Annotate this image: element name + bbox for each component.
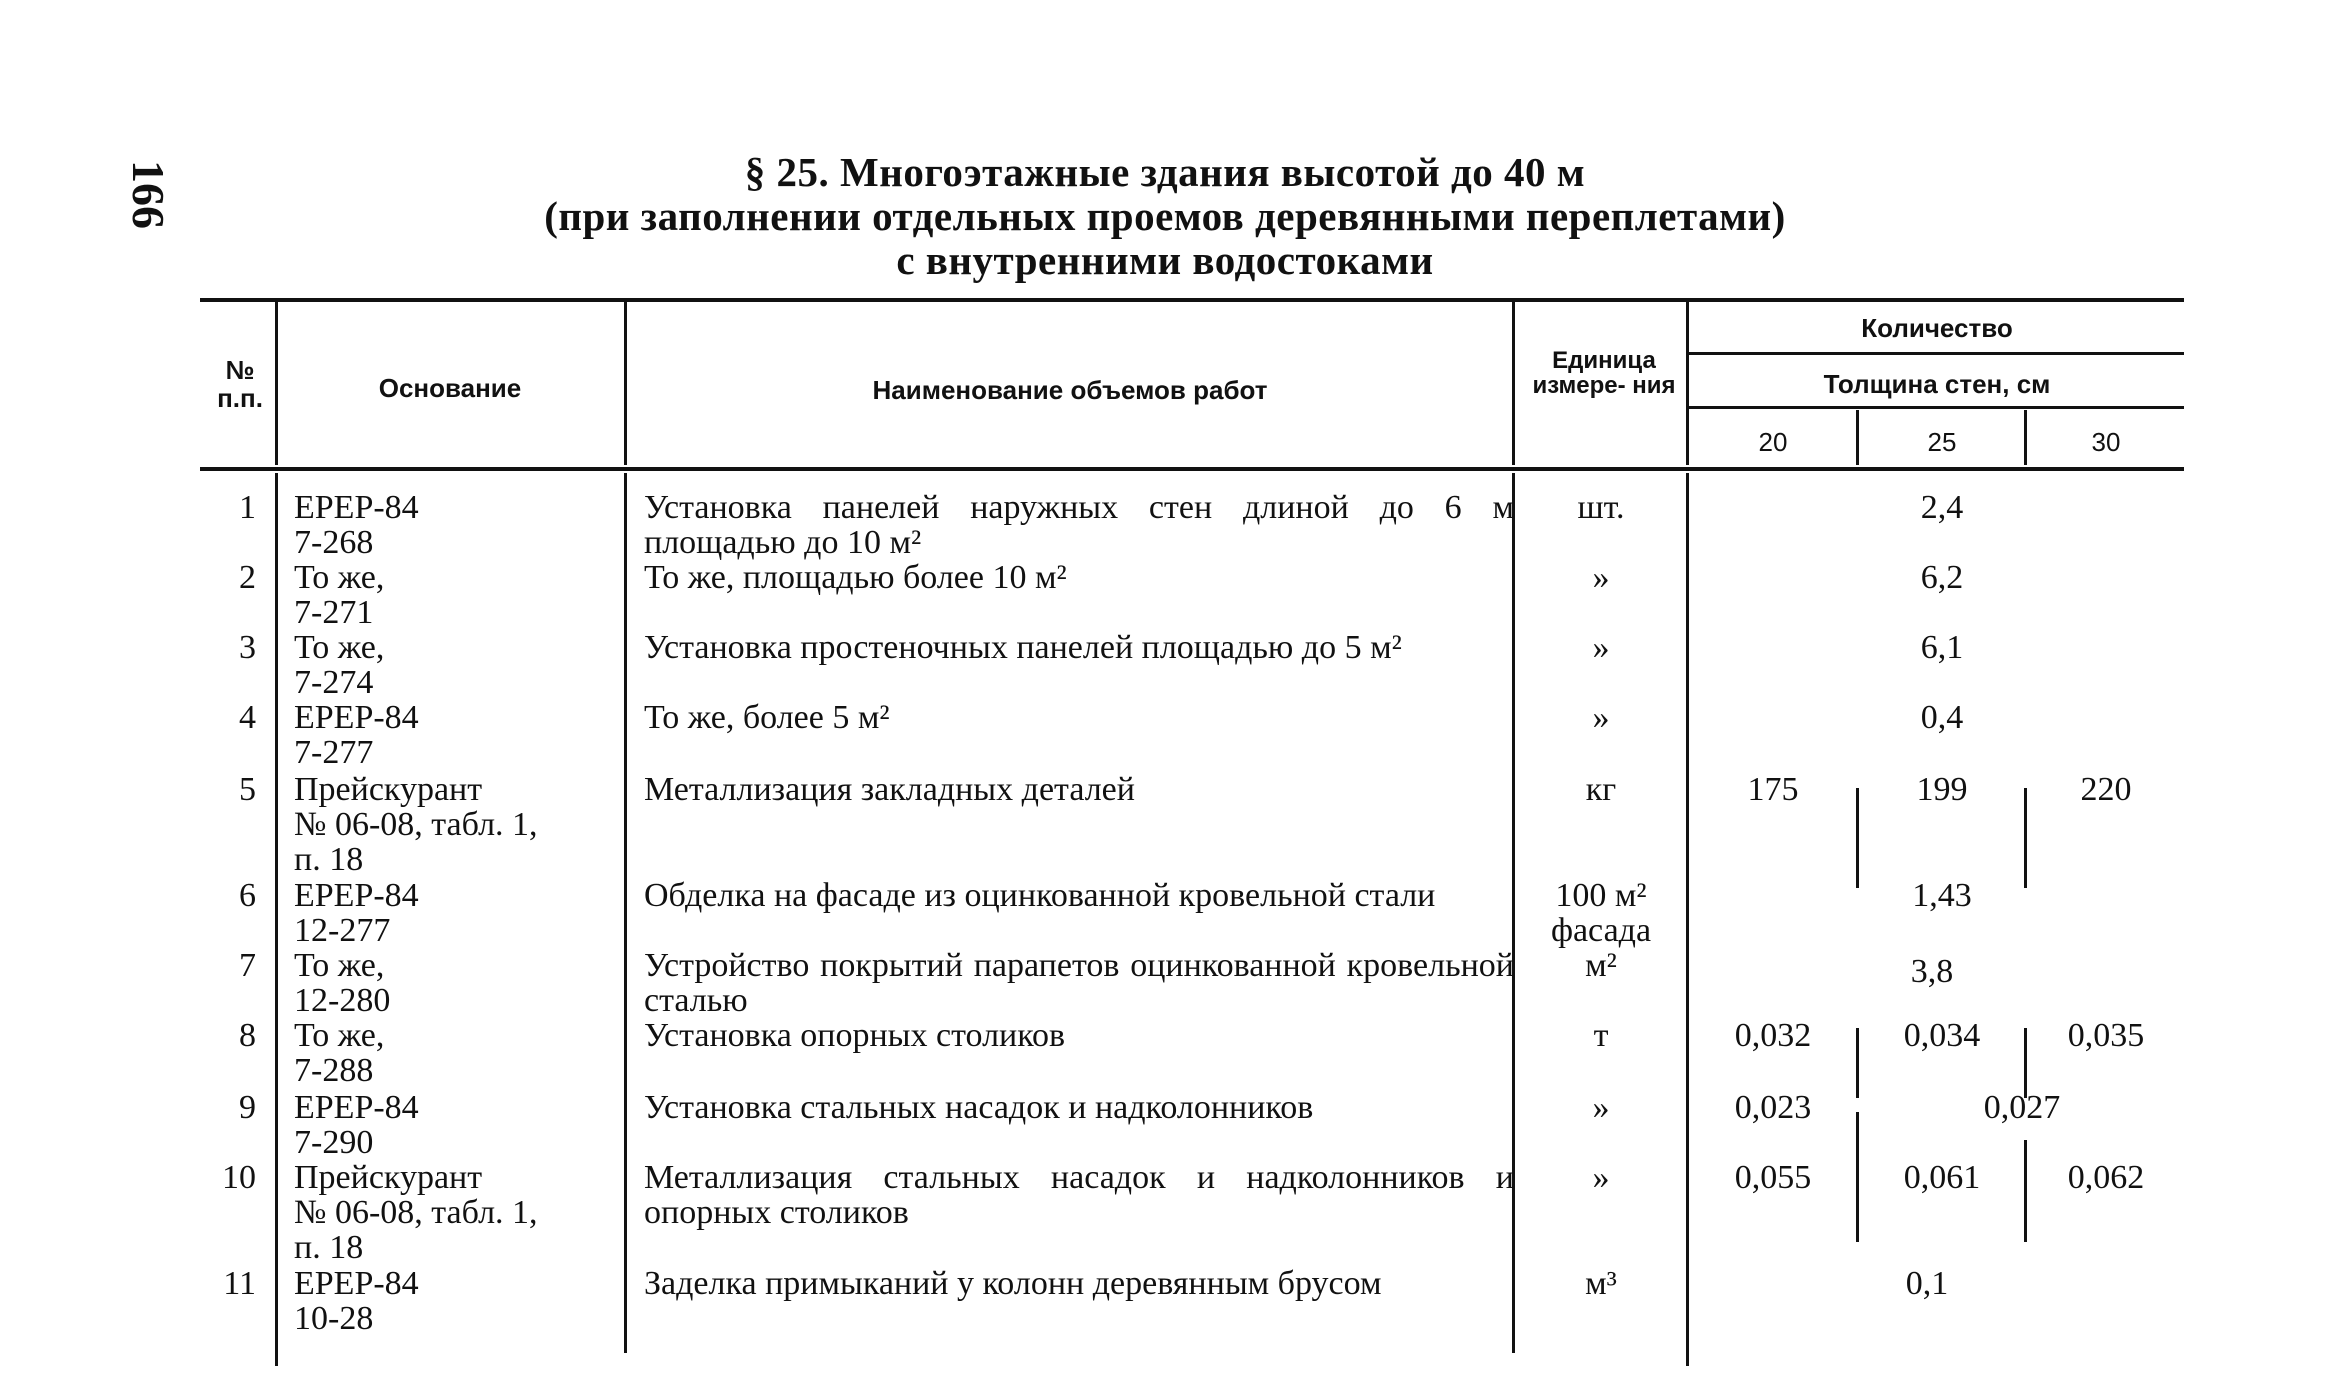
row-unit: » — [1592, 699, 1610, 736]
qty-sep — [2024, 1140, 2027, 1242]
row-unit: » — [1592, 1089, 1610, 1126]
row-num: 4 — [239, 699, 256, 736]
row-num: 2 — [239, 559, 256, 596]
row-qty-20: 0,055 — [1734, 1159, 1812, 1196]
col-divider-3 — [1512, 302, 1515, 465]
qty-sep — [1856, 1112, 1859, 1242]
row-name: Установка панелей наружных стен длиной до 6 м площадью до 10 м² — [644, 489, 1514, 561]
table-top-rule — [200, 298, 2184, 302]
row-unit: м² — [1585, 947, 1617, 984]
qty-sep — [1856, 788, 1859, 888]
header-name: Наименование объемов работ — [872, 375, 1268, 405]
header-bottom-rule — [200, 467, 2184, 471]
qty-sep — [2024, 788, 2027, 888]
header-thickness: Толщина стен, см — [1823, 369, 2051, 399]
row-name: Обделка на фасаде из оцинкованной кровельной стали — [644, 877, 1436, 914]
row-name: Металлизация стальных насадок и надколонников и опорных столиков — [644, 1159, 1514, 1231]
row-unit: » — [1592, 559, 1610, 596]
row-qty-30: 0,035 — [2067, 1017, 2145, 1054]
row-qty-30: 220 — [2080, 771, 2132, 808]
row-qty-25: 6,1 — [1920, 629, 1964, 666]
title-line-2: (при заполнении отдельных проемов деревянными переплетами) — [544, 193, 1786, 239]
col-divider-4 — [1686, 302, 1689, 465]
qty-sep — [2024, 1028, 2027, 1098]
row-num: 5 — [239, 771, 256, 808]
row-num: 1 — [239, 489, 256, 526]
row-name: Металлизация закладных деталей — [644, 771, 1135, 808]
row-name: Установка опорных столиков — [644, 1017, 1066, 1054]
row-num: 8 — [239, 1017, 256, 1054]
row-qty-20: 0,023 — [1734, 1089, 1812, 1126]
col-divider-1 — [275, 302, 278, 465]
page-number: 166 — [123, 160, 174, 229]
col-divider-2 — [624, 302, 627, 465]
row-basis: То же, 7-288 — [294, 1017, 385, 1089]
body-divider-2 — [624, 473, 627, 1353]
section-title — [200, 150, 2130, 282]
row-name: То же, площадью более 10 м² — [644, 559, 1067, 596]
row-name: Установка стальных насадок и надколонников — [644, 1089, 1314, 1126]
body-divider-4 — [1686, 473, 1689, 1366]
row-qty-30: 0,062 — [2067, 1159, 2145, 1196]
row-unit: т — [1593, 1017, 1609, 1054]
row-basis: То же, 7-271 — [294, 559, 385, 631]
row-num: 11 — [223, 1265, 256, 1302]
row-qty-25: 6,2 — [1920, 559, 1964, 596]
row-basis: Прейскурант № 06-08, табл. 1, п. 18 — [294, 771, 538, 878]
row-unit: шт. — [1577, 489, 1625, 526]
row-qty-25: 0,1 — [1905, 1265, 1949, 1302]
row-qty-25-30: 0,027 — [1983, 1089, 2061, 1126]
row-unit: » — [1592, 629, 1610, 666]
row-num: 3 — [239, 629, 256, 666]
title-line-1: § 25. Многоэтажные здания высотой до 40 м — [744, 149, 1586, 195]
thickness-divider-2 — [2024, 410, 2027, 465]
row-basis: Прейскурант № 06-08, табл. 1, п. 18 — [294, 1159, 538, 1266]
header-quantity: Количество — [1861, 313, 2013, 343]
row-qty-25: 0,061 — [1903, 1159, 1981, 1196]
row-basis: ЕРЕР-84 7-290 — [294, 1089, 419, 1161]
row-basis: ЕРЕР-84 7-277 — [294, 699, 419, 771]
header-basis: Основание — [378, 373, 522, 403]
header-t25: 25 — [1927, 427, 1957, 457]
row-basis: ЕРЕР-84 10-28 — [294, 1265, 419, 1337]
row-unit: 100 м² фасада — [1550, 877, 1652, 949]
row-unit: » — [1592, 1159, 1610, 1196]
row-qty-25: 3,8 — [1910, 953, 1954, 990]
qty-sep — [1856, 1028, 1859, 1098]
row-basis: То же, 12-280 — [294, 947, 391, 1019]
row-qty-25: 199 — [1916, 771, 1968, 808]
row-num: 10 — [222, 1159, 256, 1196]
header-t30: 30 — [2091, 427, 2121, 457]
row-qty-25: 1,43 — [1912, 877, 1972, 914]
row-unit: кг — [1585, 771, 1617, 808]
row-name: Устройство покрытий парапетов оцинкованной кровельной сталью — [644, 947, 1514, 1019]
row-name: То же, более 5 м² — [644, 699, 890, 736]
quantity-rule — [1688, 352, 2184, 355]
thickness-rule — [1688, 406, 2184, 409]
row-num: 6 — [239, 877, 256, 914]
row-qty-20: 175 — [1747, 771, 1799, 808]
header-t20: 20 — [1758, 427, 1788, 457]
row-qty-25: 0,4 — [1920, 699, 1964, 736]
body-divider-1 — [275, 473, 278, 1366]
row-qty-25: 0,034 — [1903, 1017, 1981, 1054]
row-basis: То же, 7-274 — [294, 629, 385, 701]
row-num: 9 — [239, 1089, 256, 1126]
row-num: 7 — [239, 947, 256, 984]
row-basis: ЕРЕР-84 12-277 — [294, 877, 419, 949]
header-num: № п.п. — [217, 355, 263, 413]
title-line-3: с внутренними водостоками — [896, 237, 1434, 283]
row-name: Установка простеночных панелей площадью до 5 м² — [644, 629, 1402, 666]
thickness-divider-1 — [1856, 410, 1859, 465]
row-unit: м³ — [1585, 1265, 1617, 1302]
row-qty-25: 2,4 — [1920, 489, 1964, 526]
row-basis: ЕРЕР-84 7-268 — [294, 489, 419, 561]
row-name: Заделка примыканий у колонн деревянным брусом — [644, 1265, 1382, 1302]
header-unit: Единица измере- ния — [1532, 347, 1676, 399]
row-qty-20: 0,032 — [1734, 1017, 1812, 1054]
